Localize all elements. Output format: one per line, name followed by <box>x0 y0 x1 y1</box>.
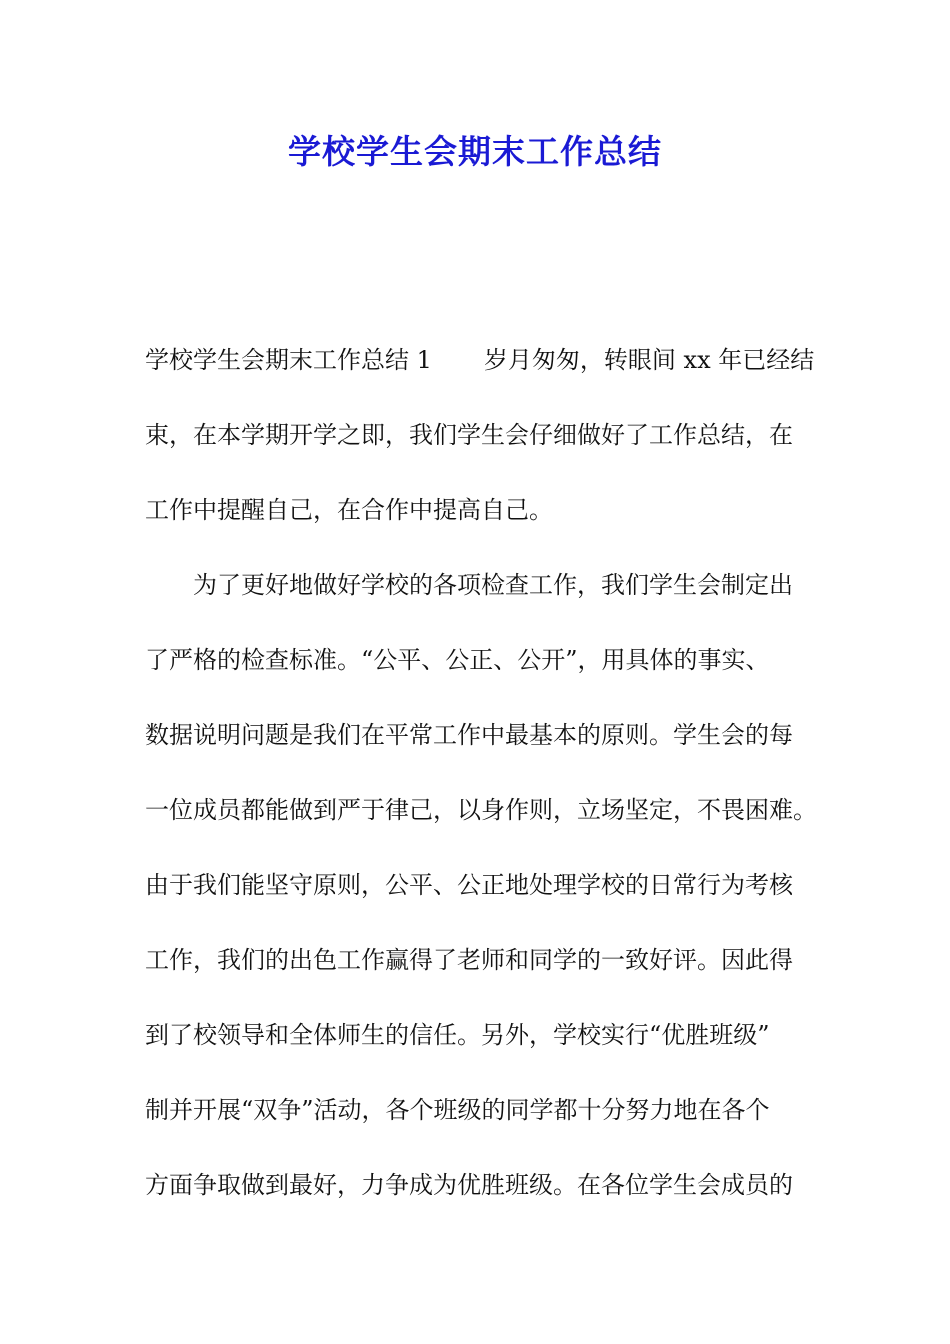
paragraph-line <box>145 343 815 377</box>
line-text: 为了更好地做好学校的各项检查工作，我们学生会制定出 <box>193 571 793 599</box>
document-title: 学校学生会期末工作总结 <box>288 132 662 171</box>
paragraph-line: 束，在本学期开学之即，我们学生会仔细做好了工作总结，在 <box>145 421 793 449</box>
summary-heading: 学校学生会期末工作总结 1 <box>145 346 432 374</box>
paragraph-line <box>145 568 815 602</box>
paragraph-line: 方面争取做到最好，力争成为优胜班级。在各位学生会成员的 <box>145 1171 793 1199</box>
paragraph-line: 工作中提醒自己，在合作中提高自己。 <box>145 496 553 524</box>
paragraph-line: 到了校领导和全体师生的信任。另外，学校实行“优胜班级” <box>145 1021 770 1049</box>
paragraph-line: 由于我们能坚守原则，公平、公正地处理学校的日常行为考核 <box>145 871 793 899</box>
paragraph-line: 制并开展“双争”活动，各个班级的同学都十分努力地在各个 <box>145 1096 770 1124</box>
line-text: 岁月匆匆，转眼间 xx 年已经结 <box>483 346 815 374</box>
paragraph-line: 工作，我们的出色工作赢得了老师和同学的一致好评。因此得 <box>145 946 793 974</box>
paragraph-line: 了严格的检查标准。“公平、公正、公开”，用具体的事实、 <box>145 646 770 674</box>
paragraph-line: 数据说明问题是我们在平常工作中最基本的原则。学生会的每 <box>145 721 793 749</box>
paragraph-line: 一位成员都能做到严于律己，以身作则，立场坚定，不畏困难。 <box>145 796 817 824</box>
